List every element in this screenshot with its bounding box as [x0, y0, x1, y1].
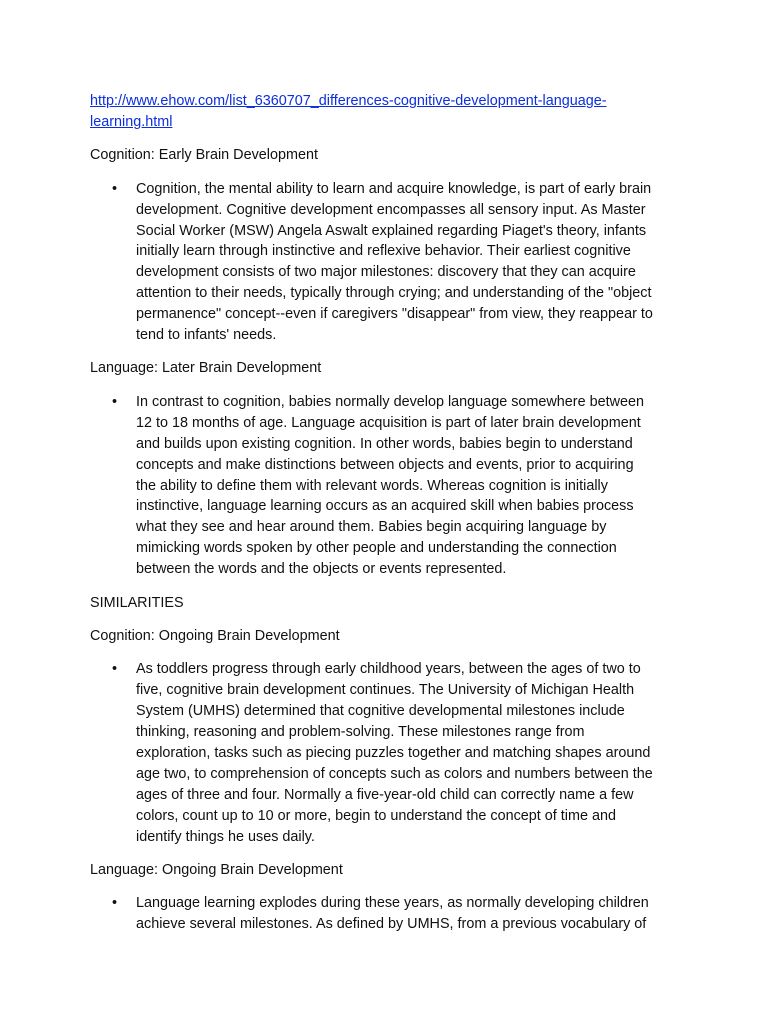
section-heading-similarities: SIMILARITIES — [90, 594, 184, 611]
paragraph-line: instinctive, language learning occurs as an acquired skill when babies process — [136, 498, 634, 515]
bullet-list-cognition-ongoing — [90, 659, 690, 847]
paragraph-line: initially learn through instinctive and reflexive behavior. Their earliest cognitive — [136, 243, 631, 260]
bullet-list-cognition-early — [90, 179, 690, 346]
paragraph-line: Language learning explodes during these years, as normally developing children — [136, 895, 649, 912]
paragraph-line: the ability to define them with relevant words. Whereas cognition is initially — [136, 477, 608, 494]
section-heading-cognition-early: Cognition: Early Brain Development — [90, 147, 318, 164]
source-link-line-1[interactable]: http://www.ehow.com/list_6360707_differences-cognitive-development-language- — [90, 93, 607, 109]
bullet-icon: • — [112, 180, 118, 197]
paragraph-line: permanence" concept--even if caregivers "disappear" from view, they reappear to — [136, 306, 653, 323]
paragraph-line: five, cognitive brain development continues. The University of Michigan Health — [136, 682, 635, 699]
section-heading-language-ongoing: Language: Ongoing Brain Development — [90, 862, 343, 878]
bullet-paragraph — [112, 392, 690, 580]
paragraph-line: 12 to 18 months of age. Language acquisition is part of later brain development — [136, 414, 641, 431]
paragraph-line: development consists of two major milestones: discovery that they can acquire — [136, 264, 636, 281]
paragraph-line: System (UMHS) determined that cognitive developmental milestones include — [136, 703, 625, 720]
paragraph-line: identify things he uses daily. — [136, 828, 315, 845]
section-heading-language-later: Language: Later Brain Development — [90, 360, 322, 377]
paragraph-line: Social Worker (MSW) Angela Aswalt explained regarding Piaget's theory, infants — [136, 222, 647, 239]
paragraph-line: between the words and the objects or events represented. — [136, 561, 507, 578]
bullet-icon: • — [112, 895, 118, 912]
paragraph-line: exploration, tasks such as piecing puzzles together and matching shapes around — [136, 744, 651, 761]
paragraph-line: achieve several milestones. As defined by UMHS, from a previous vocabulary of — [136, 916, 647, 933]
bullet-paragraph — [112, 659, 690, 847]
bullet-list-language-later — [90, 392, 690, 580]
source-link[interactable] — [90, 91, 690, 133]
document-page — [90, 91, 690, 948]
bullet-list-language-ongoing — [90, 893, 690, 935]
paragraph-line: age two, to comprehension of concepts such as colors and numbers between the — [136, 765, 653, 782]
paragraph-line: development. Cognitive development encompasses all sensory input. As Master — [136, 201, 646, 218]
bullet-icon: • — [112, 661, 118, 678]
bullet-paragraph — [112, 893, 690, 935]
paragraph-line: mimicking words spoken by other people and understanding the connection — [136, 540, 617, 557]
paragraph-line: ages of three and four. Normally a five-year-old child can correctly name a few — [136, 786, 634, 803]
paragraph-line: In contrast to cognition, babies normally develop language somewhere between — [136, 393, 644, 410]
paragraph-line: what they see and hear around them. Babies begin acquiring language by — [136, 519, 607, 536]
bullet-paragraph — [112, 179, 690, 346]
paragraph-line: colors, count up to 10 or more, begin to understand the concept of time and — [136, 807, 616, 824]
paragraph-line: thinking, reasoning and problem-solving. These milestones range from — [136, 724, 585, 741]
paragraph-line: and builds upon existing cognition. In other words, babies begin to understand — [136, 435, 633, 452]
bullet-icon: • — [112, 393, 118, 410]
source-link-line-2[interactable]: learning.html — [90, 113, 173, 130]
section-heading-cognition-ongoing: Cognition: Ongoing Brain Development — [90, 627, 340, 644]
paragraph-line: tend to infants' needs. — [136, 327, 277, 344]
paragraph-line: Cognition, the mental ability to learn and acquire knowledge, is part of early brain — [136, 180, 652, 197]
paragraph-line: As toddlers progress through early childhood years, between the ages of two to — [136, 661, 641, 678]
paragraph-line: attention to their needs, typically through crying; and understanding of the "object — [136, 285, 652, 302]
paragraph-line: concepts and make distinctions between objects and events, prior to acquiring — [136, 456, 634, 473]
